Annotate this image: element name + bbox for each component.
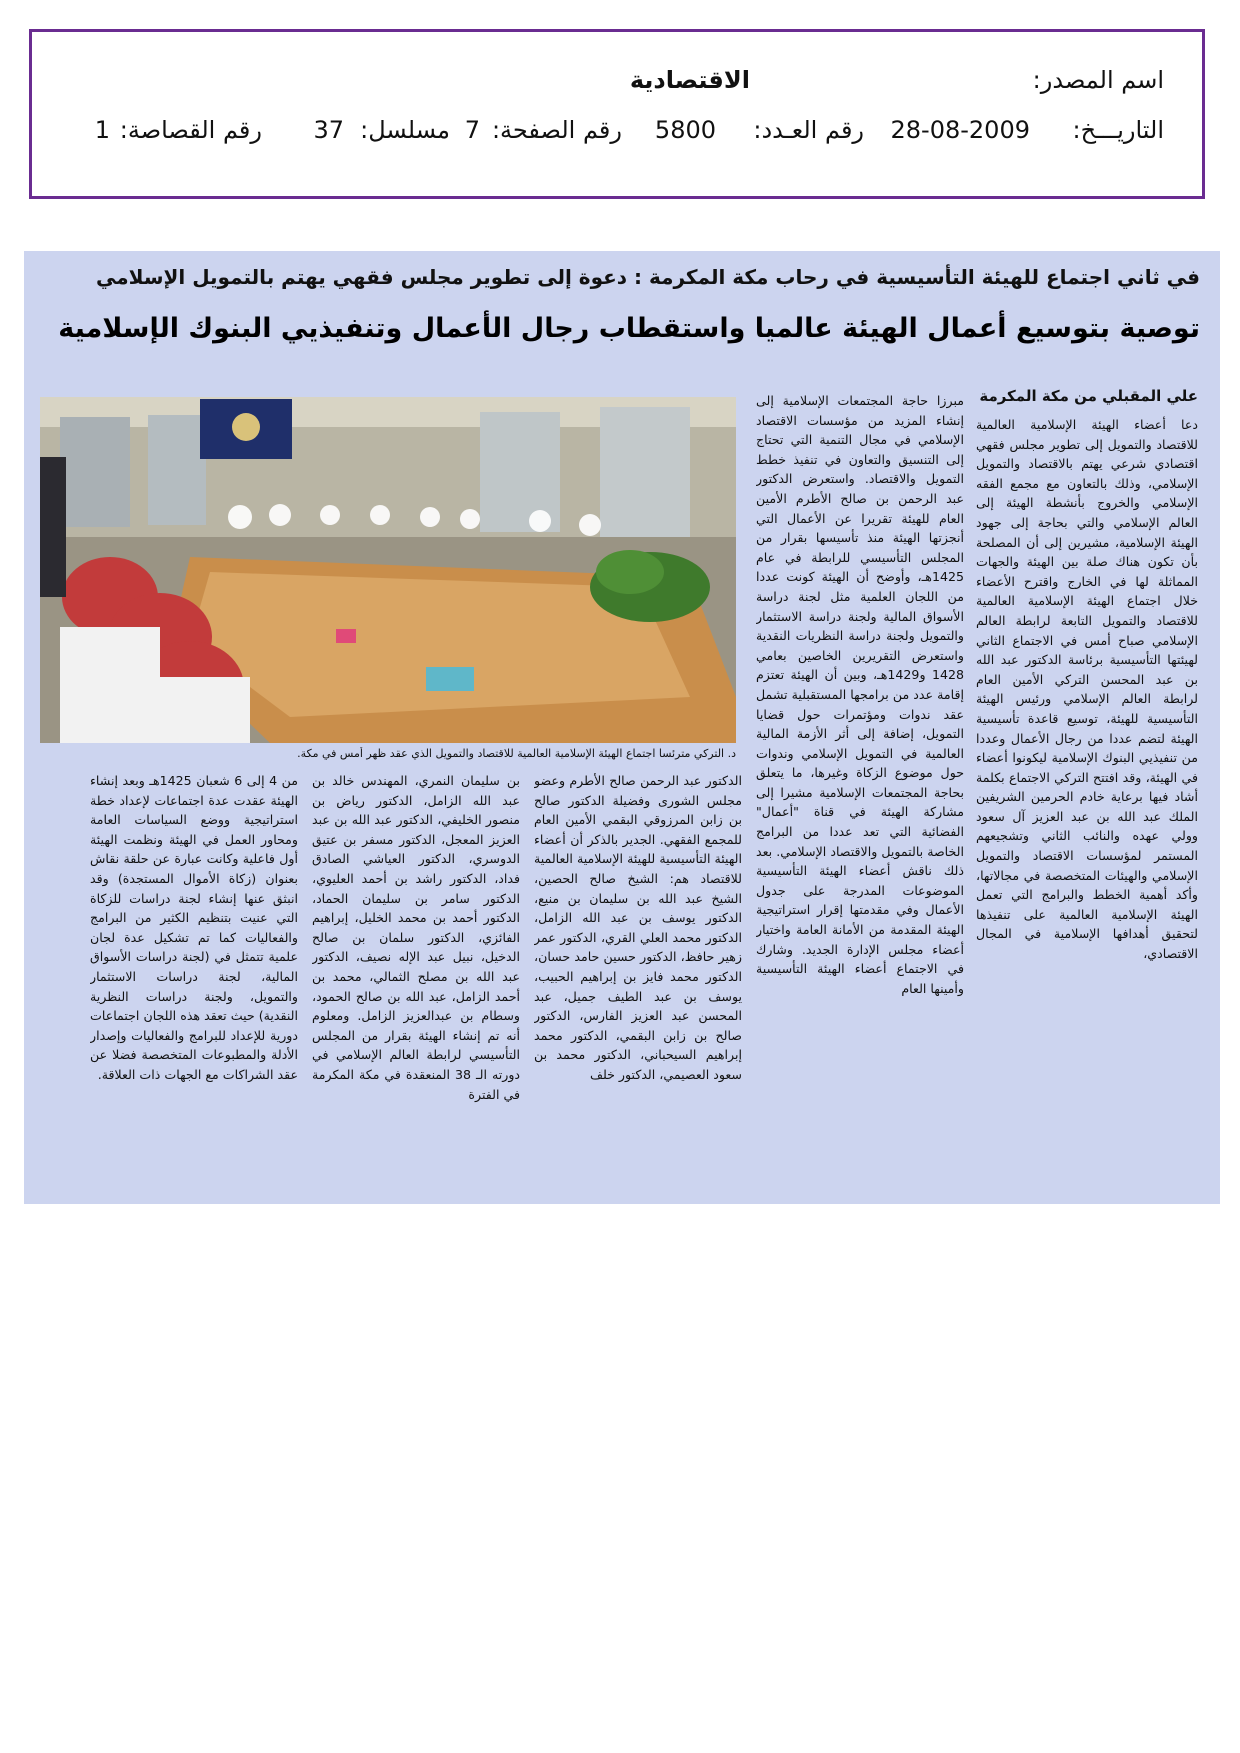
article-column-3: الدكتور عبد الرحمن صالح الأطرم وعضو مجلس الشورى وفضيلة الدكتور صالح بن زابن المرزوقي البقمي الأمين العام للمجمع الفقهي. الجدير بالذكر أن أعضاء الهيئة التأسيسية للهيئة الإسلامية العالمية للاقتصاد هم: الشيخ صالح الحصين، الشيخ عبد الله بن سليمان بن منيع، الدكتور يوسف بن عبد الله الزامل، الدكتور محمد العلي القري، الدكتور عمر زهير حافظ، الدكتور حسين حامد حسان، الدكتور محمد فايز بن إبراهيم الحبيب، يوسف بن عبد الطيف جميل، عبد المحسن عبد العزيز الفارس، الدكتور صالح بن زابن البقمي، الدكتور محمد إبراهيم السيحباني، الدكتور محمد بن سعود العصيمي، الدكتور خلف (534, 773, 742, 1082)
clip-label: رقم القصاصة: (119, 116, 262, 144)
article-byline: علي المقبلي من مكة المكرمة (979, 387, 1198, 405)
newspaper-clipping (24, 251, 1220, 1204)
meeting-room-image (40, 397, 736, 743)
article-column-5: من 4 إلى 6 شعبان 1425هـ وبعد إنشاء الهيئة عقدت عدة اجتماعات لإعداد خطة استراتيجية ووضع السياسات العامة ومحاور العمل في الهيئة ونظمت الهيئة أول فاعلية وكانت عبارة عن حلقة نقاش بعنوان (زكاة الأموال المستجدة) وقد انبثق عنها إنشاء لجنة دراسات للزكاة التي عنيت بتنظيم الكثير من البرامج والفعاليات كما تم تشكيل عدة لجان علمية تتمثل في (لجنة دراسات الأسواق المالية، لجنة دراسات الاستثمار والتمويل، ولجنة دراسات النظرية النقدية) حيث تعقد هذه اللجان اجتماعات دورية للإعداد للبرامج والفعاليات وإصدار الأدلة والمطبوعات المتخصصة فضلا عن عقد الشراكات مع الجهات ذات العلاقة. (90, 773, 298, 1082)
serial-label: مسلسل: (360, 116, 450, 144)
meeting-photo (40, 397, 736, 743)
clip-value: 1 (94, 116, 110, 144)
serial-value: 37 (313, 116, 344, 144)
article-headline: توصية بتوسيع أعمال الهيئة عالميا واستقطاب رجال الأعمال وتنفيذيي البنوك الإسلامية (58, 313, 1200, 344)
article-column-2: مبرزا حاجة المجتمعات الإسلامية إلى إنشاء المزيد من مؤسسات الاقتصاد الإسلامي في مجال التنمية التي تحتاج إلى التنسيق والتعاون في تنفيذ خطط التمويل والاقتصاد. واستعرض الدكتور عبد الرحمن بن صالح الأطرم الأمين العام للهيئة تقريرا عن الأعمال التي أنجزتها الهيئة منذ تأسيسها بقرار من المجلس التأسيسي للرابطة في عام 1425هـ، وأوضح أن الهيئة كونت عددا من اللجان العلمية مثل لجنة دراسة الأسواق المالية ولجنة دراسة الاستثمار والتمويل ولجنة دراسة النظريات النقدية واستعرض التقريرين الخاصين بعامي 1428 و1429هـ، وبين أن الهيئة تعتزم إقامة عدد من برامجها المستقبلية تشمل عقد ندوات ومؤتمرات حول قضايا التمويل، إضافة إلى أثر الأزمة المالية العالمية في التمويل الإسلامي وندوات حول موضوع الزكاة وغيرها، ما يتعلق بحاجة المجتمعات الإسلامية مشيرا إلى مشاركة الهيئة في قناة "أعمال" الفضائية التي تعد عددا من البرامج الخاصة بالتمويل والاقتصاد الإسلامي. بعد ذلك ناقش أعضاء الهيئة التأسيسية الموضوعات المدرجة على جدول الأعمال وفي مقدمتها إقرار استراتيجية الهيئة المقدمة من الأمانة العامة واختيار أعضاء مجلس الإدارة الجديد. وشارك في الاجتماع أعضاء الهيئة التأسيسية وأمينها العام (756, 393, 964, 996)
date-label: التاريـــخ: (1072, 116, 1164, 144)
page-label: رقم الصفحة: (491, 116, 622, 144)
article-kicker: في ثاني اجتماع للهيئة التأسيسية في رحاب مكة المكرمة : دعوة إلى تطوير مجلس فقهي يهتم بالتمويل الإسلامي (96, 265, 1200, 289)
source-info-box (29, 29, 1205, 199)
photo-caption: د. التركي مترئسا اجتماع الهيئة الإسلامية العالمية للاقتصاد والتمويل الذي عقد ظهر أمس في مكة. (297, 747, 736, 760)
source-label: اسم المصدر: (1032, 66, 1164, 94)
article-column-4: بن سليمان النمري، المهندس خالد بن عبد الله الزامل، الدكتور رياض بن منصور الخليفي، الدكتور عبد الله بن عبد العزيز المعجل، الدكتور مسفر بن عتيق الدوسري، الدكتور العياشي الصادق فداد، الدكتور راشد بن أحمد العليوي، الدكتور سامر بن سليمان الحماد، الدكتور أحمد بن محمد الخليل، إبراهيم الفائزي، الدكتور سلمان بن صالح الدخيل، نبيل عبد الإله نصيف، الدكتور عبد الله بن مصلح الثمالي، محمد بن أحمد الزامل، عبد الله بن صالح الحمود، وسطام بن عبدالعزيز الزامل. ومعلوم أنه تم إنشاء الهيئة بقرار من المجلس التأسيسي لرابطة العالم الإسلامي في دورته الـ 38 المنعقدة في مكة المكرمة في الفترة (312, 773, 520, 1102)
date-value: 28-08-2009 (890, 116, 1030, 144)
issue-label: رقم العـدد: (753, 116, 864, 144)
page-value: 7 (464, 116, 480, 144)
source-value: الاقتصادية (629, 66, 750, 94)
issue-value: 5800 (654, 116, 716, 144)
article-column-1: دعا أعضاء الهيئة الإسلامية العالمية للاقتصاد والتمويل إلى تطوير مجلس فقهي اقتصادي شرعي يهتم بالاقتصاد والتمويل الإسلامي، وذلك بالتعاون مع مجمع الفقه الإسلامي والخروج بأنشطة الهيئة إلى العالم الإسلامي والتي بحاجة إلى جهود الهيئة الإسلامية، مشيرين إلى أن المصلحة بأن تكون هناك صلة بين الهيئة والجهات المماثلة لها في الخارج واقترح الأعضاء خلال اجتماع الهيئة الإسلامية العالمية للاقتصاد والتمويل التابعة لرابطة العالم الإسلامي صباح أمس في الاجتماع الثاني لهيئتها التأسيسية برئاسة الدكتور عبد الله بن عبد المحسن التركي الأمين العام لرابطة العالم الإسلامي ورئيس الهيئة التأسيسية للهيئة، توسيع قاعدة تأسيسية الهيئة لتضم عددا من رجال الأعمال وعددا من تنفيذيي البنوك الإسلامية ليكونوا أعضاء في الهيئة، وقد افتتح التركي الاجتماع بكلمة أشاد فيها برعاية خادم الحرمين الشريفين الملك عبد الله بن عبد العزيز آل سعود وولي عهده والنائب الثاني وتشجيعهم المستمر لمؤسسات الاقتصاد والتمويل الإسلامي والهيئات المتخصصة في مجالاتها، وأكد أهمية الخطط والبرامج التي تعمل الهيئة الإسلامية العالمية على تنفيذها لتحقيق أهدافها الإسلامية في المجال الاقتصادي، (976, 417, 1198, 962)
